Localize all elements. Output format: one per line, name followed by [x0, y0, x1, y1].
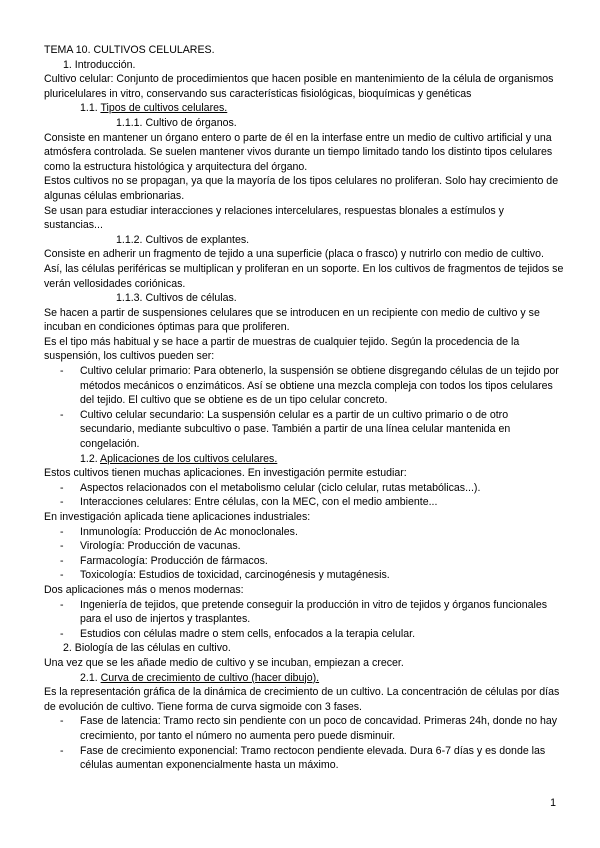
section-title: Aplicaciones de los cultivos celulares. — [100, 452, 278, 465]
list-item: - Estudios con células madre o stem cells, enfocados a la terapia celular. — [44, 627, 564, 642]
list-item: - Cultivo celular secundario: La suspensión celular es a partir de un cultivo primario o de otro secundario, mediante subcultivo o pase. También a partir de una línea celular mantenida en congelación. — [44, 408, 564, 452]
section-heading-2 — [44, 641, 564, 656]
section-number: 1. — [63, 58, 72, 71]
paragraph-organos-3: Se usan para estudiar interacciones y relaciones intercelulares, respuestas blonales a estímulos y sustancias... — [44, 204, 504, 232]
section-number: 2.1. — [80, 671, 98, 684]
paragraph-organos-1: Consiste en mantener un órgano entero o parte de él en la interfase entre un medio de cultivo artificial y una atmósfera controlada. Se suelen mantener vivos durante un tiempo limitado tando los distinto tipos celulares como la estructura histológica y arquitectura del órgano. — [44, 131, 553, 173]
list-industrial — [44, 525, 564, 583]
paragraph-celulas-1: Se hacen a partir de suspensiones celulares que se introducen en un recipiente con medio de cultivo y se incuban en condiciones óptimas para que proliferen. — [44, 306, 540, 334]
paragraph-modernas: Dos aplicaciones más o menos modernas: — [44, 583, 244, 596]
paragraph-celulas-2: Es el tipo más habitual y se hace a partir de muestras de cualquier tejido. Según la procedencia de la suspensión, los cultivos pueden ser: — [44, 335, 520, 363]
section-title: Biología de las células en cultivo. — [74, 642, 231, 655]
list-item: - Aspectos relacionados con el metabolismo celular (ciclo celular, rutas metabólicas...). — [44, 481, 564, 496]
document-page — [44, 43, 564, 773]
list-fases — [44, 714, 564, 772]
paragraph-explantes: Consiste en adherir un fragmento de tejido a una superficie (placa o frasco) y nutrirlo con medio de cultivo. Así, las células periféricas se multiplican y proliferan en un soporte. En los cultivos de fragmentos de tejidos se verán vellosidades coriónicas. — [44, 248, 564, 290]
paragraph-intro: Cultivo celular: Conjunto de procedimientos que hacen posible en mantenimiento de la célula de organismos pluricelulares in vitro, conservando sus características fisiológicas, bioquímicas y genéticas — [44, 73, 554, 100]
list-item: - Cultivo celular primario: Para obtenerlo, la suspensión se obtiene disgregando células de un tejido por métodos mecánicos o enzimáticos. Así se obtiene una mezcla compleja con todos los tipos celulares del tejido. El cultivo que se obtiene es de un tipo celular concreto. — [44, 364, 564, 408]
paragraph-curva: Es la representación gráfica de la dinámica de crecimiento de un cultivo. La concentración de células por días de evolución de cultivo. Tiene forma de curva sigmoide con 3 fases. — [44, 686, 560, 713]
section-number: 2. — [63, 642, 72, 655]
page-number: 1 — [550, 797, 556, 809]
section-title: Tipos de cultivos celulares. — [100, 102, 228, 115]
paragraph-aplicaciones: Estos cultivos tienen muchas aplicaciones. En investigación permite estudiar: — [44, 467, 407, 480]
section-heading-1-1-3: 1.1.3. Cultivos de células. — [116, 292, 237, 305]
section-number: 1.2. — [80, 452, 98, 465]
list-item: - Farmacología: Producción de fármacos. — [44, 554, 564, 569]
paragraph-organos-2: Estos cultivos no se propagan, ya que la mayoría de los tipos celulares no proliferan. Solo hay crecimiento de algunas células embrionarias. — [44, 175, 559, 202]
section-heading-1-1-2: 1.1.2. Cultivos de explantes. — [116, 233, 250, 246]
section-heading-1-2 — [44, 452, 564, 467]
section-heading-1-1 — [44, 101, 564, 116]
section-title: Curva de crecimiento de cultivo (hacer dibujo). — [100, 671, 320, 684]
section-heading-2-1 — [44, 671, 564, 686]
list-cultivos — [44, 364, 564, 452]
section-number: 1.1. — [80, 102, 98, 115]
list-item: - Inmunología: Producción de Ac monoclonales. — [44, 525, 564, 540]
list-item: - Fase de crecimiento exponencial: Tramo rectocon pendiente elevada. Dura 6-7 días y es donde las células aumentan exponencialmente hasta un máximo. — [44, 744, 564, 773]
list-modernas — [44, 598, 564, 642]
list-item: - Ingeniería de tejidos, que pretende conseguir la producción in vitro de tejidos y órganos funcionales para el uso de injertos y trasplantes. — [44, 598, 564, 627]
section-heading-1-1-1: 1.1.1. Cultivo de órganos. — [116, 116, 237, 129]
list-investigacion — [44, 481, 564, 510]
document-title: TEMA 10. CULTIVOS CELULARES. — [44, 44, 215, 56]
list-item: - Virología: Producción de vacunas. — [44, 539, 564, 554]
section-heading-1 — [44, 58, 564, 73]
paragraph-aplicada: En investigación aplicada tiene aplicaciones industriales: — [44, 511, 311, 523]
list-item: - Toxicología: Estudios de toxicidad, carcinogénesis y mutagénesis. — [44, 568, 564, 583]
paragraph-biologia: Una vez que se les añade medio de cultivo y se incuban, empiezan a crecer. — [44, 656, 404, 669]
list-item: - Fase de latencia: Tramo recto sin pendiente con un poco de concavidad. Primeras 24h, donde no hay crecimiento, por tanto el número no aumenta pero puede disminuir. — [44, 714, 564, 743]
section-title: Introducción. — [74, 58, 136, 71]
list-item: - Interacciones celulares: Entre células, con la MEC, con el medio ambiente... — [44, 495, 564, 510]
